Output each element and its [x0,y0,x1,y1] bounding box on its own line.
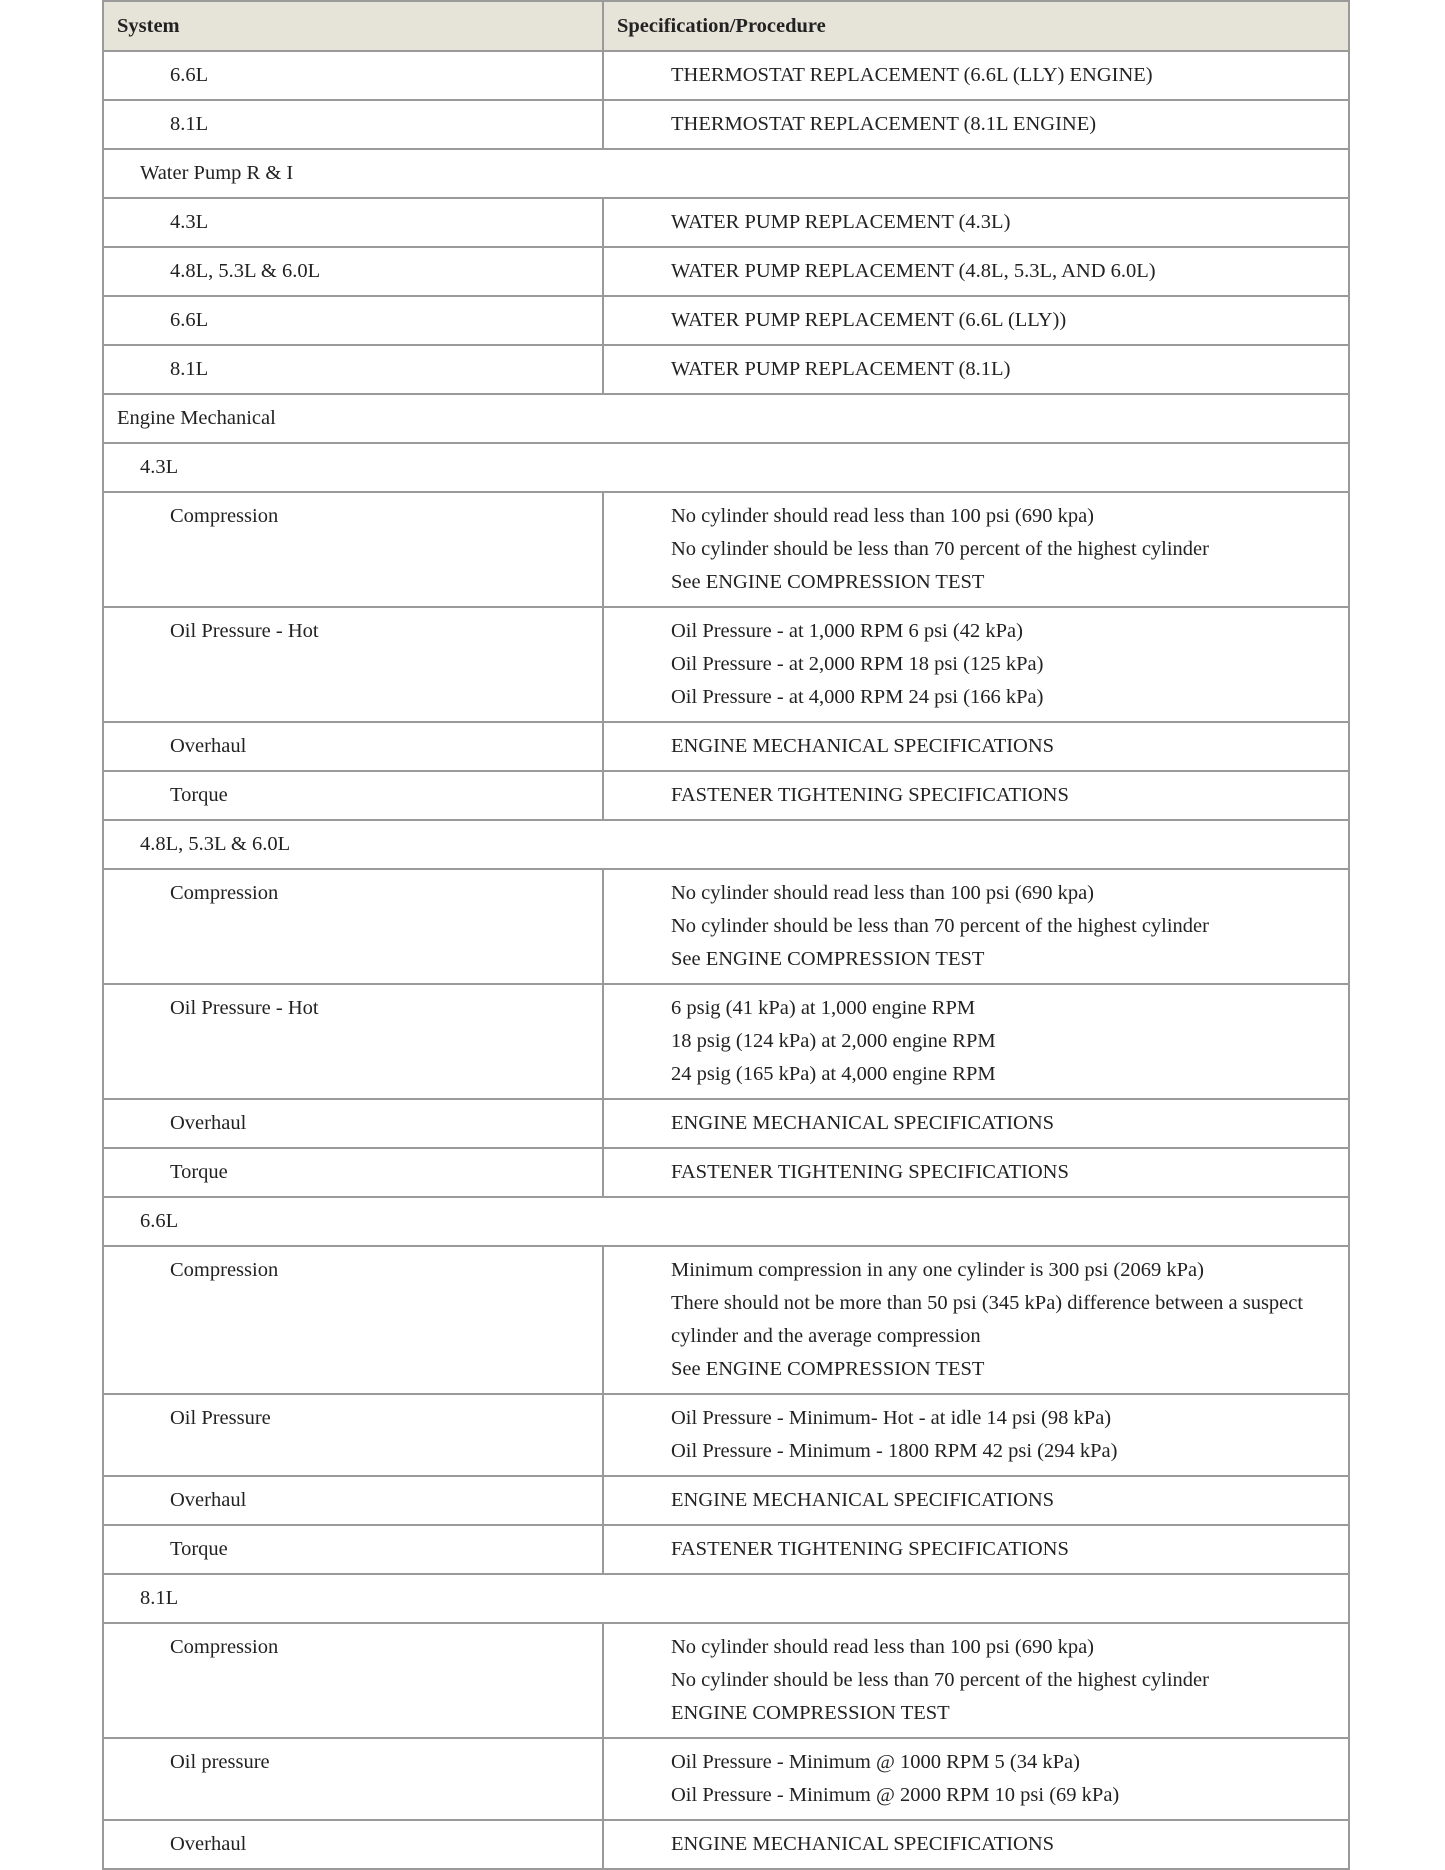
group-label: Engine Mechanical [117,407,276,429]
specification-text [604,1247,1348,1393]
system-label: Compression [170,1636,279,1658]
group-cell [103,443,1349,492]
specification-line: WATER PUMP REPLACEMENT (6.6L (LLY)) [671,309,1067,331]
table-row [103,1099,1349,1148]
specification-line: ENGINE MECHANICAL SPECIFICATIONS [671,1112,1055,1134]
specification-cell [603,984,1349,1099]
specification-line: THERMOSTAT REPLACEMENT (6.6L (LLY) ENGINE) [671,64,1153,86]
table-row [103,247,1349,296]
system-cell [103,607,603,722]
table-row [103,51,1349,100]
system-label: Compression [170,1259,279,1281]
specification-text [604,493,1348,606]
table-row [103,1623,1349,1738]
group-label: Water Pump R & I [140,162,294,184]
table-row [103,100,1349,149]
specification-line: No cylinder should read less than 100 psi (690 kpa) [671,882,1095,904]
specification-cell [603,771,1349,820]
specification-line: FASTENER TIGHTENING SPECIFICATIONS [671,784,1069,806]
table-group-row [103,149,1349,198]
system-label: 6.6L [170,309,209,331]
table-row [103,1820,1349,1869]
system-label: Oil Pressure - Hot [170,997,319,1019]
system-label: 4.3L [170,211,209,233]
table-row [103,1738,1349,1820]
table-row [103,296,1349,345]
specification-line: No cylinder should read less than 100 psi (690 kpa) [671,505,1095,527]
table-row [103,607,1349,722]
specification-line: 6 psig (41 kPa) at 1,000 engine RPM [671,997,976,1019]
table-body [103,51,1349,1869]
specification-line: Oil Pressure - Minimum - 1800 RPM 42 psi (294 kPa) [671,1440,1118,1462]
specification-text [604,1395,1348,1475]
specification-line: WATER PUMP REPLACEMENT (4.8L, 5.3L, AND 6.0L) [671,260,1156,282]
specification-cell [603,1476,1349,1525]
table-row [103,492,1349,607]
specification-text [604,297,1348,337]
specification-cell [603,1738,1349,1820]
specification-cell [603,296,1349,345]
specification-cell [603,1820,1349,1869]
specification-cell [603,1525,1349,1574]
specification-line: 18 psig (124 kPa) at 2,000 engine RPM [671,1030,996,1052]
system-cell [103,722,603,771]
system-label: Overhaul [170,735,247,757]
table-row [103,1246,1349,1394]
specification-text [604,723,1348,763]
specification-text [604,772,1348,812]
specification-text [604,985,1348,1098]
table-group-row [103,820,1349,869]
specification-cell [603,1099,1349,1148]
specification-cell [603,722,1349,771]
specification-cell [603,869,1349,984]
specification-text [604,101,1348,141]
specification-text [604,608,1348,721]
table-group-row [103,1574,1349,1623]
specification-line: 24 psig (165 kPa) at 4,000 engine RPM [671,1063,996,1085]
table-row [103,1148,1349,1197]
system-cell [103,100,603,149]
system-label: Oil pressure [170,1751,270,1773]
specification-line: See ENGINE COMPRESSION TEST [671,571,985,593]
system-label: Torque [170,1538,228,1560]
system-label: Oil Pressure [170,1407,271,1429]
table-row [103,722,1349,771]
specification-line: FASTENER TIGHTENING SPECIFICATIONS [671,1538,1069,1560]
specification-text [604,199,1348,239]
system-label: Torque [170,784,228,806]
system-cell [103,1820,603,1869]
specification-cell [603,100,1349,149]
system-cell [103,1394,603,1476]
system-label: Overhaul [170,1489,247,1511]
group-cell [103,1574,1349,1623]
group-cell [103,820,1349,869]
specification-line: Oil Pressure - at 1,000 RPM 6 psi (42 kPa) [671,620,1023,642]
group-label: 6.6L [140,1210,179,1232]
specification-line: ENGINE MECHANICAL SPECIFICATIONS [671,1489,1055,1511]
specification-text [604,1821,1348,1861]
header-row [103,1,1349,51]
specification-cell [603,345,1349,394]
specification-text [604,1739,1348,1819]
specification-line: WATER PUMP REPLACEMENT (4.3L) [671,211,1011,233]
group-label: 4.8L, 5.3L & 6.0L [140,833,291,855]
system-cell [103,1246,603,1394]
system-label: 6.6L [170,64,209,86]
specification-line: ENGINE MECHANICAL SPECIFICATIONS [671,735,1055,757]
group-label: 4.3L [140,456,179,478]
group-cell [103,394,1349,443]
system-label: 4.8L, 5.3L & 6.0L [170,260,321,282]
specification-cell [603,1246,1349,1394]
table-row [103,984,1349,1099]
system-cell [103,869,603,984]
specification-text [604,1149,1348,1189]
group-cell [103,1197,1349,1246]
table-row [103,1476,1349,1525]
table-row [103,1525,1349,1574]
specification-text [604,52,1348,92]
specification-cell [603,1148,1349,1197]
table-row [103,345,1349,394]
specification-table [102,0,1350,1870]
system-label: Overhaul [170,1833,247,1855]
system-cell [103,296,603,345]
specification-text [604,1477,1348,1517]
table-header [103,1,1349,51]
system-cell [103,198,603,247]
system-cell [103,984,603,1099]
specification-line: Oil Pressure - at 4,000 RPM 24 psi (166 kPa) [671,686,1044,708]
specification-line: See ENGINE COMPRESSION TEST [671,948,985,970]
system-cell [103,1738,603,1820]
specification-cell [603,1394,1349,1476]
specification-line: ENGINE MECHANICAL SPECIFICATIONS [671,1833,1055,1855]
table-group-row [103,443,1349,492]
specification-text [604,1100,1348,1140]
table-row [103,771,1349,820]
specification-cell [603,247,1349,296]
specification-line: No cylinder should be less than 70 percent of the highest cylinder [671,1669,1209,1691]
specification-text [604,346,1348,386]
header-system: System [103,1,603,51]
system-cell [103,345,603,394]
system-label: Torque [170,1161,228,1183]
specification-text [604,870,1348,983]
table-row [103,198,1349,247]
table-group-row [103,394,1349,443]
specification-line: Oil Pressure - Minimum- Hot - at idle 14 psi (98 kPa) [671,1407,1112,1429]
specification-line: THERMOSTAT REPLACEMENT (8.1L ENGINE) [671,113,1097,135]
specification-line: There should not be more than 50 psi (345 kPa) difference between a suspect cylinder and the average compression [671,1292,1304,1347]
system-cell [103,1099,603,1148]
group-label: 8.1L [140,1587,179,1609]
system-cell [103,1148,603,1197]
system-cell [103,51,603,100]
system-cell [103,1623,603,1738]
system-cell [103,771,603,820]
specification-text [604,248,1348,288]
system-cell [103,247,603,296]
specification-cell [603,492,1349,607]
specification-line: Minimum compression in any one cylinder is 300 psi (2069 kPa) [671,1259,1204,1281]
system-cell [103,1525,603,1574]
specification-line: WATER PUMP REPLACEMENT (8.1L) [671,358,1011,380]
specification-line: ENGINE COMPRESSION TEST [671,1702,950,1724]
system-label: Oil Pressure - Hot [170,620,319,642]
specification-line: Oil Pressure - at 2,000 RPM 18 psi (125 kPa) [671,653,1044,675]
system-cell [103,492,603,607]
system-label: 8.1L [170,113,209,135]
specification-text [604,1624,1348,1737]
specification-line: Oil Pressure - Minimum @ 2000 RPM 10 psi (69 kPa) [671,1784,1120,1806]
specification-line: No cylinder should be less than 70 percent of the highest cylinder [671,915,1209,937]
system-label: Compression [170,505,279,527]
specification-text [604,1526,1348,1566]
specification-cell [603,1623,1349,1738]
specification-cell [603,51,1349,100]
system-label: 8.1L [170,358,209,380]
specification-line: No cylinder should read less than 100 psi (690 kpa) [671,1636,1095,1658]
system-label: Compression [170,882,279,904]
specification-cell [603,198,1349,247]
header-specification: Specification/Procedure [603,1,1349,51]
specification-line: Oil Pressure - Minimum @ 1000 RPM 5 (34 kPa) [671,1751,1080,1773]
table-row [103,869,1349,984]
table-group-row [103,1197,1349,1246]
specification-cell [603,607,1349,722]
system-label: Overhaul [170,1112,247,1134]
group-cell [103,149,1349,198]
table-row [103,1394,1349,1476]
system-cell [103,1476,603,1525]
specification-line: See ENGINE COMPRESSION TEST [671,1358,985,1380]
specification-line: No cylinder should be less than 70 percent of the highest cylinder [671,538,1209,560]
specification-line: FASTENER TIGHTENING SPECIFICATIONS [671,1161,1069,1183]
